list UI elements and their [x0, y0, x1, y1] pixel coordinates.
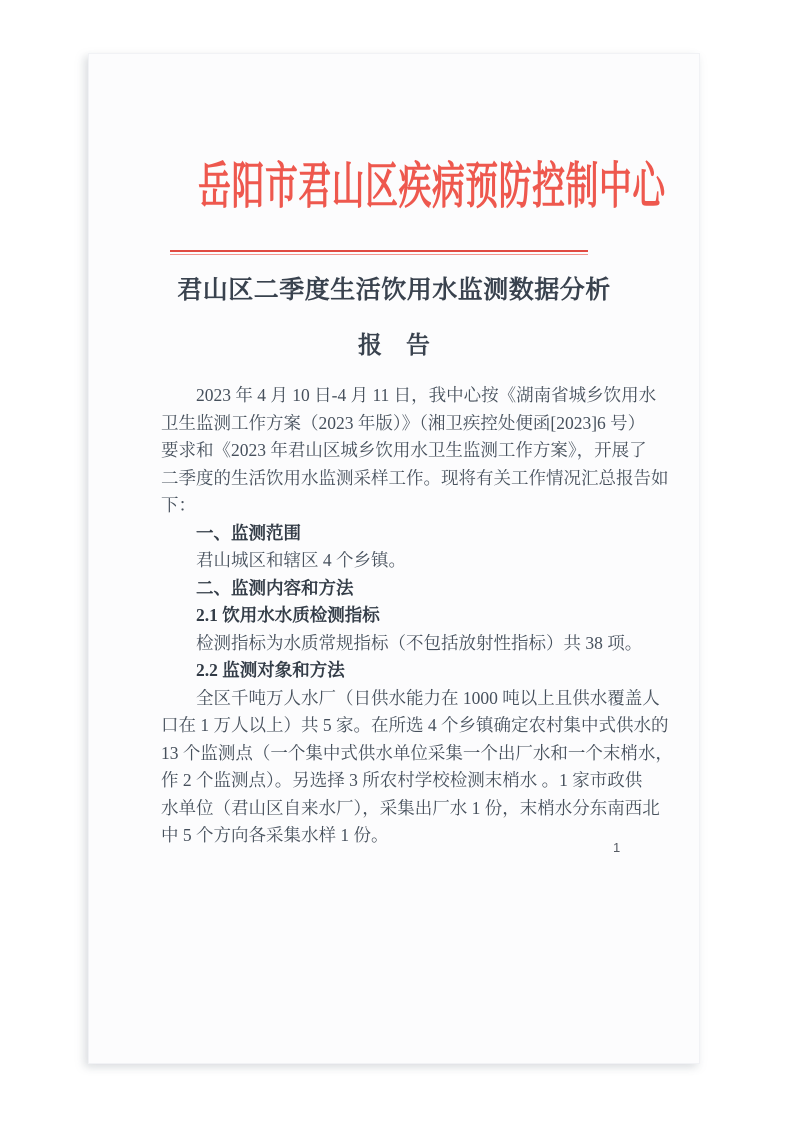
letterhead [75, 159, 699, 226]
body-line: 检测指标为水质常规指标（不包括放射性指标）共 38 项。 [196, 632, 643, 653]
body-line: 2023 年 4 月 10 日-4 月 11 日，我中心按《湖南省城乡饮用水 [196, 385, 657, 405]
body-line: 中 5 个方向各采集水样 1 份。 [161, 825, 389, 845]
divider-line-top [170, 250, 588, 252]
body-line: 下： [161, 495, 196, 515]
body-line: 口在 1 万人以上）共 5 家。在所选 4 个乡镇确定农村集中式供水的 [161, 715, 669, 735]
letterhead-divider [170, 250, 588, 255]
document-title: 君山区二季度生活饮用水监测数据分析 [177, 277, 611, 304]
body-line: 要求和《2023 年君山区城乡饮用水卫生监测工作方案》，开展了 [161, 440, 647, 460]
divider-line-bottom [170, 254, 588, 255]
body-line: 君山城区和辖区 4 个乡镇。 [196, 550, 406, 570]
document-page [88, 53, 700, 1064]
section-heading: 二、监测内容和方法 [196, 577, 354, 598]
body-line: 卫生监测工作方案（2023 年版）》（湘卫疾控处便函[2023]6 号） [161, 412, 646, 433]
body-line: 作 2 个监测点）。另选择 3 所农村学校检测末梢水 。1 家市政供 [161, 770, 643, 790]
letterhead-org-name: 岳阳市君山区疾病预防控制中心 [198, 158, 666, 214]
subsection-heading: 2.1 饮用水水质检测指标 [196, 605, 380, 625]
section-heading: 一、监测范围 [196, 522, 301, 543]
document-body [89, 382, 699, 850]
page-number: 1 [613, 840, 621, 855]
body-line: 水单位（君山区自来水厂），采集出厂水 1 份，末梢水分东南西北 [161, 797, 660, 818]
document-title-second-line: 报 告 [358, 333, 430, 359]
subsection-heading: 2.2 监测对象和方法 [196, 660, 345, 680]
body-line: 二季度的生活饮用水监测采样工作。现将有关工作情况汇总报告如 [161, 467, 669, 488]
body-line: 全区千吨万人水厂（日供水能力在 1000 吨以上且供水覆盖人 [196, 687, 660, 708]
body-line: 13 个监测点（一个集中式供水单位采集一个出厂水和一个末梢水， [161, 742, 673, 763]
